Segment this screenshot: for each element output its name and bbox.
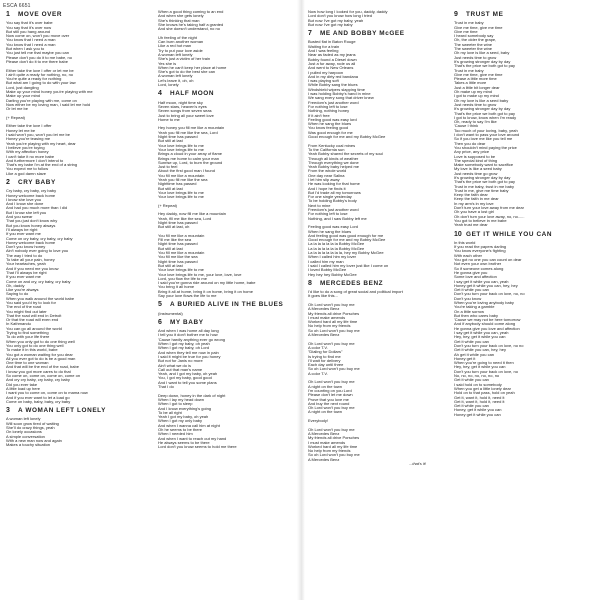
lyrics-text: A woman left lonely Will soon grow tired of waiting She'll do crazy things, yeah On lonely occasions A simple conversation With a new man now and again Makes a touchy situation: [6, 416, 62, 448]
track-number: 9: [454, 11, 458, 18]
song-buried-alive-in-the-blues: [158, 303, 296, 316]
column-1: [6, 10, 144, 598]
song-a-woman-left-lonely-continued: [158, 10, 296, 87]
track-number: 10: [454, 230, 462, 238]
column-3: [308, 10, 446, 598]
song-title: GET IT WHILE YOU CAN: [466, 230, 553, 238]
song-move-over: [6, 13, 144, 176]
song-heading: [158, 303, 296, 307]
song-heading: [454, 230, 592, 238]
lyrics-text: (Instrumental): [158, 310, 183, 316]
song-title: MERCEDES BENZ: [320, 279, 384, 287]
booklet-spine-fold: [297, 0, 305, 600]
song-my-baby: [158, 318, 296, 450]
track-number: 1: [6, 11, 10, 18]
song-me-and-bobby-mcgee: [308, 32, 446, 277]
song-title: A BURIED ALIVE IN THE BLUES: [170, 301, 284, 309]
track-number: 7: [308, 30, 312, 38]
song-heading: [6, 409, 144, 413]
track-number: 6: [158, 318, 162, 326]
song-my-baby-continued: [308, 10, 446, 27]
song-heading: [454, 13, 592, 17]
song-mercedes-benz: [308, 279, 446, 466]
lyrics-text: When a good thing coming to an end And when she gets lonely She's thinking that man She knows he's taking half a granted And she doesn't understand, no no Uh feeling of the night Can burn another woman Like a red hot man Try to put your love aside A woman left lonely She's just a victim of her train Yes she is When he can't keep her place at home She's got to do the best she can A woman left lonely Let's leave it, oh, oh Lord, lonely: [158, 10, 227, 88]
song-heading: [308, 279, 446, 287]
song-title: MOVE OVER: [18, 11, 63, 18]
song-title: A WOMAN LEFT LONELY: [18, 407, 106, 415]
track-number: 5: [158, 301, 162, 309]
song-heading: [308, 32, 446, 36]
lyrics-text: Now how long I looked for you, daddy, daddy Lord don't you know how long I tried But now I've got my baby, yeah But now I've got my baby: [308, 10, 388, 27]
track-number: 4: [158, 90, 162, 98]
song-trust-me: [454, 13, 592, 228]
song-title: HALF MOON: [170, 90, 215, 98]
song-a-woman-left-lonely: [6, 409, 144, 447]
column-2: [158, 10, 296, 598]
song-heading: [6, 13, 144, 17]
song-title: TRUST ME: [466, 11, 504, 18]
song-cry-baby: [6, 178, 144, 404]
song-half-moon: [158, 92, 296, 298]
song-title: CRY BABY: [18, 178, 56, 186]
lyrics-text: I'd like to do a song of great social and political import It goes like this... Oh Lord won't you buy me A Mercedes Benz My friends all drive Porsches I must make amends Worked hard all my life time No help from my friends So oh Lord won't you buy me A Mercedes Benz Oh Lord won't you buy me A color T.V. "Dialing for Dollars" Is trying to find me I'll wait for delivery Each day until three So oh Lord won't you buy me A color T.V. Oh Lord won't you buy me A night on the town I'm counting on you Lord Please don't let me down Prove that you love me And buy the next round Oh Lord won't you buy me A night on the town Everybody! Oh Lord won't you buy me A Mercedes Benz My friends all drive Porsches I must make amends Worked hard all my life time No help from my friends So oh Lord won't you buy me A Mercedes Benz: [308, 289, 403, 462]
lyrics-text: Trust in me baby Give me time, give me time Give me time I heard somebody say Oh, the older the grape, The sweeter the wine The sweeter the wine Oh my love is like a seed, baby Just needs time to grow It's growing stronger day by day That's the price we both got to pay Trust in me baby Give me time, give me time Please a little more time Takes a little more Just a little bit longer dear Oh make up my mind I got to make up my mind Oh my love is like a seed baby Just needs time to grow It's growing stronger day by day That's the price we both got to pay I got to know, know when I'm ready Oh, ready to say I'm like 'Cause I think Too much of your loving, baby, yeah I don't want to pass your love around So if you love me like you tell me Then you do dear You shouldn't mind paying the price Any price, any price Love is supposed to be The special kind of thing Make somebody want to sacrifice My love is like a seed baby Just needs time go grow It's growing stronger day by day That's the price we both got to pay Trust in me baby, trust in me baby Trust in me, give me time baby Keep the faith dear Keep the faith in me dear In my arm's in my love Don't turn your love away from me dear Oh you have a lost girl Oh don't turn your love away, no, no...... You got to believe in me babe Yeah trust me dear: [454, 20, 525, 228]
closing-remark: ...that's it!: [409, 460, 426, 466]
song-heading: [6, 178, 144, 186]
track-number: 2: [6, 178, 10, 186]
song-get-it-while-you-can: [454, 230, 592, 417]
song-heading: [158, 318, 296, 326]
song-title: MY BABY: [170, 318, 204, 326]
catalog-number: ESCA 6651: [3, 3, 31, 9]
lyrics-text: You say that it's over babe You say that it's over now But still you hang around Now come on, won't you move over You know that I need a man You know that I need a man But when I ask you to You just tell me that maybe you can Please don't you do it to me babe, no Please don't do it to me there babe Either take the love I offer or let me be I ain't quite a ready for nothing, no, no You're quite a ready for nothing But what am I going to do with your law Lord, just dangling Make up your mind honey you're playing with me Make up your mind Darling you're playing with me, come on Now either be my loving man, I said let me hold Or let me be (+ Repeat) Either take the love I offer Honey let me be I said won't you, won't you let me be Honey you're teasing me Yeah you're playing with my heart, dear I believe you're toying With my affection honey I can't take it no more babe And furthermore I don't intend to That's my babe I'm at the end of a string You expect me to follow Like a god damn slave: [6, 20, 93, 176]
song-heading: [158, 92, 296, 96]
lyrics-text: In this world If you read the papers darling You know everyone's fighting With each other You got no one you can count on dear Not even your own brother So if someone comes along He gonna give you Some love and affection I say get it while you can, yeah Honey get it while you can, hey, hey Get it while you can Don't you turn your back on love, no, no Don't you know When you're loving anybody baby You're taking a gamble On a little sorrow But then who cares baby 'Cause we may not be here tomorrow And if anybody should come along He gonna give you love and affection I say get it while you can, yeah Hey, hey, get it while you can Get it while you can Don't you turn your back on love, no no Get it while you can, hey, hey Ah get it while you can Honey get it When you're going to need it then Hey, hey, get it while you can Don't you turn your back on love, no No, no, no, no, no, no, no Get it while you can I said hold on to somebody When you get a little lonely dear Hold on to that pass, hold on yeah Get it, want it, hold it, need it Get it, want it, hold it, need it Get it while you can Honey, get it while you can Honey get it while you can: [454, 239, 525, 417]
track-number: 8: [308, 279, 312, 287]
lyrics-text: And when I was home all day long I tell you it don't bother me to how 'Cause hardly anything ever go wrong When I got my baby, oh yeah When I got my baby, oh Lord And when they tell me now in pain I said it might be true for you honey But not for Janis no more Ain't what we do is Call out that man's name Yeah, and I got my baby, oh yeah You, I got my baby, good good And I want to tell you some plans That I do Deep down, honey in the dark of night When I lay my head down When I got to sleep And I know everything's going To be all right Yeah I got my baby, oh yeah When I got my only baby And when I wanna call him at night Oh he seems to be there When I needed him And when I want to reach out my hand He always seems to be there Lord don't you know seems to hold me there: [158, 328, 237, 450]
song-title: ME AND BOBBY McGEE: [320, 30, 405, 38]
lyrics-text: Cry baby, cry baby, cry baby Honey welcome back home I know she love you And I know she done And had you much more than I did But I know she left you And you swear That you just don't know why But you know honey always I'll always be right If you ever want me Come on cry baby, cry baby, cry baby Honey welcome back home Don't you know honey Ain't nobody ever going to love you The way I tried to do To take all your pain, honey Your heartaches, yeah And if you need me you know That I'll always be right If you ever want me Come on and cry, cry baby, cry baby Oh, daddy Like you're always Saying to do When you walk around the world babe You said you'd try to look for The end of the road You might find out later That the road will end in Detroit Or that the road will even end In Kathmandu You can go all around the world Trying to find something To do with your life there When you only got to do one thing well You only got to do one thing well To make it in this world, babe You got a woman waiting for you dear All you ever got to do is be a good man One time to one woman And that will be the end of the road, babe I know you got more cares to do that So come on, come on, come on, come on And cry cry baby, cry baby, cry baby Did you ever take A little load up here I want you to come on, come on to mama now And if you ever want to let a load go Come on baby, baby, baby, cry baby: [6, 188, 88, 404]
lyrics-text: Busted flat in Baton Rouge Waiting for a train And I was feeling Near as faded as my jeans Bobby found a Diesel down Just a fur away, rode us all And went to New Orleans I pulled my harpoon And in my dirty red bandana I was playing soft While Bobby sang the blues Windshield wipers slapping time I was holding Bobby's hand in mine We sang every song that driver knew Freedom's just another word For nothing left to lose Nothing, nothing honey If it ain't free Feeling good was easy lord When he sang the blues You know feeling good Was good enough for me Good enough for me and my Bobby McGee From Kentucky coal mines To the California sun Yeah Bobby shared the secrets of my soul Through all kinds of weather Through everything we done Yeah Bobby baby helped me From the whole world One day near Salina I let him slip away He was looking for that home And I hope he finds it But I'd trade all my tomorrows For one single yesterday To be holding Bobby's body Next to mine Freedom's just another word For nothing left to lose Nothing, and I saw Bobby left me Feeling good was easy Lord When he sang the blues And feeling good was good enough for me Good enough for me and my Bobby McGee La la la la la la la Bobby McGee La la la la la la la Bobby McGee La la la la la la la la, hey my Bobby McGee When I called him my lover I called him my man I said I called him my lover just like I come on I loved Bobby McGee Hey hey hey Bobby McGee: [308, 39, 389, 277]
track-number: 3: [6, 407, 10, 415]
lyrics-text: Half moon, night time sky Seven stars, heaven's eyes Seven songs from seven seas Just to bring all your sweet love Home to me Hey honey you fill me like a mountain Yeah you fill me like the sea, Lord Night time has passed But still at last Your love brings life to me Your love brings life to me Brings a cloud in your array of flame Brings me home to calm your man Sunrise up, Lord, to burn the ground Just to feel About the first good man I found You fill me like a mountain Yeah you fill me like the sea Nighttime has passed But still at last Your love brings life to me Your love brings life to me (+ Repeat) Hey daddy, now fill me like a mountain Yeah, fill me like the sea, Lord Night time has passed But still at last, oh You fill me like a mountain Fill me like the sea Night time has passed But still at last You fill me like a mountain You fill me like the sea Night time has passed But still at last Your love brings life to me Your love brings life to me, your love, love, love Lord, you flow the life to me I said you're gonna ride around on my little home, babe You bring it all home Bring it all at home, bring it on home, bring it on home Say your love flows the life to me: [158, 99, 256, 298]
column-4: [454, 10, 592, 598]
